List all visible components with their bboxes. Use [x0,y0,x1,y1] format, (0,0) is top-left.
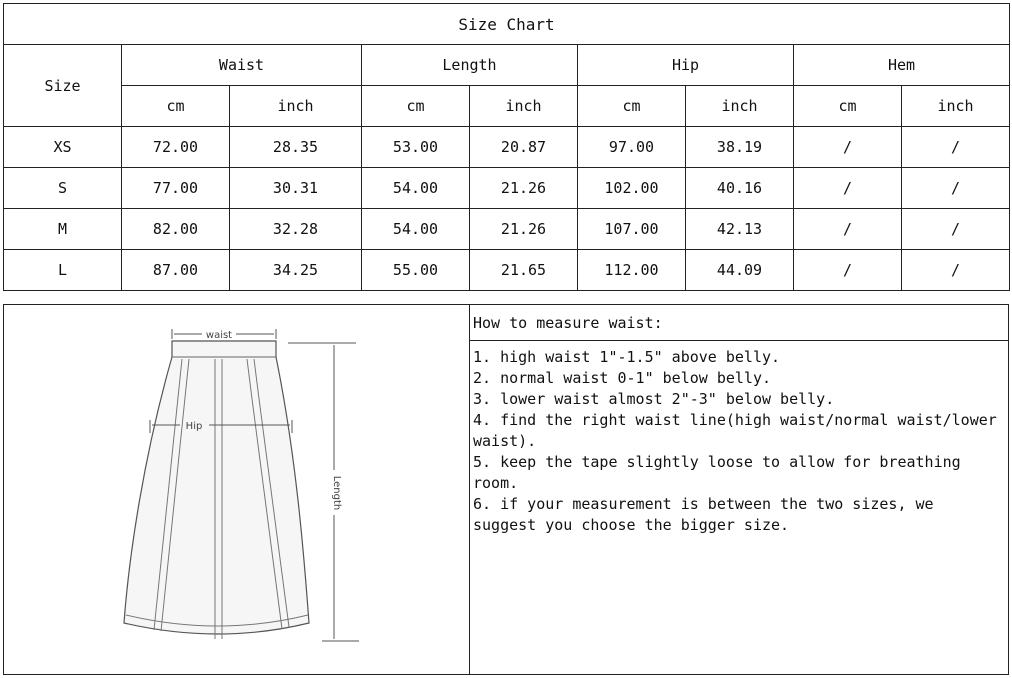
value-cell: / [902,127,1010,168]
size-header: Size [4,45,122,127]
size-cell: L [4,250,122,291]
skirt-drawing [4,305,469,674]
skirt-outline [124,341,309,634]
value-cell: 20.87 [470,127,578,168]
unit-header: cm [362,86,470,127]
unit-header: inch [470,86,578,127]
value-cell: 21.26 [470,209,578,250]
value-cell: 72.00 [122,127,230,168]
list-item: 3. lower waist almost 2"-3" below belly. [473,390,835,408]
value-cell: / [794,250,902,291]
hip-label: Hip [185,421,203,432]
value-cell: 40.16 [686,168,794,209]
value-cell: 21.65 [470,250,578,291]
value-cell: 102.00 [578,168,686,209]
value-cell: 55.00 [362,250,470,291]
list-item: 6. if your measurement is between the two sizes, we suggest you choose the bigger size. [473,495,934,534]
value-cell: 28.35 [230,127,362,168]
value-cell: / [902,209,1010,250]
value-cell: 32.28 [230,209,362,250]
unit-header: inch [230,86,362,127]
measure-panel [3,304,1009,675]
table-row [4,209,1010,250]
size-cell: M [4,209,122,250]
table-row [4,127,1010,168]
group-header-hem: Hem [794,45,1010,86]
value-cell: 30.31 [230,168,362,209]
value-cell: 53.00 [362,127,470,168]
unit-header: cm [578,86,686,127]
instructions-list [473,347,1003,536]
value-cell: / [794,127,902,168]
list-item: 2. normal waist 0-1" below belly. [473,369,772,387]
group-header-waist: Waist [122,45,362,86]
group-header-hip: Hip [578,45,794,86]
list-item: 4. find the right waist line(high waist/normal waist/lower waist). [473,411,997,450]
value-cell: / [902,168,1010,209]
instructions-title: How to measure waist: [470,305,1008,341]
unit-header: cm [794,86,902,127]
length-label: Length [331,475,342,511]
unit-header: inch [686,86,794,127]
value-cell: 42.13 [686,209,794,250]
list-item: 1. high waist 1"-1.5" above belly. [473,348,781,366]
value-cell: 87.00 [122,250,230,291]
value-cell: 54.00 [362,209,470,250]
value-cell: 21.26 [470,168,578,209]
table-row [4,250,1010,291]
skirt-diagram [4,305,470,674]
value-cell: 44.09 [686,250,794,291]
value-cell: 107.00 [578,209,686,250]
unit-header: cm [122,86,230,127]
list-item: 5. keep the tape slightly loose to allow for breathing room. [473,453,961,492]
value-cell: 54.00 [362,168,470,209]
value-cell: / [902,250,1010,291]
group-header-length: Length [362,45,578,86]
value-cell: 82.00 [122,209,230,250]
table-row [4,168,1010,209]
size-chart-table [3,3,1010,291]
value-cell: 77.00 [122,168,230,209]
value-cell: / [794,209,902,250]
value-cell: 97.00 [578,127,686,168]
waist-label: waist [205,330,233,341]
chart-title: Size Chart [4,4,1010,45]
size-cell: XS [4,127,122,168]
unit-header: inch [902,86,1010,127]
value-cell: / [794,168,902,209]
value-cell: 34.25 [230,250,362,291]
value-cell: 38.19 [686,127,794,168]
value-cell: 112.00 [578,250,686,291]
size-cell: S [4,168,122,209]
